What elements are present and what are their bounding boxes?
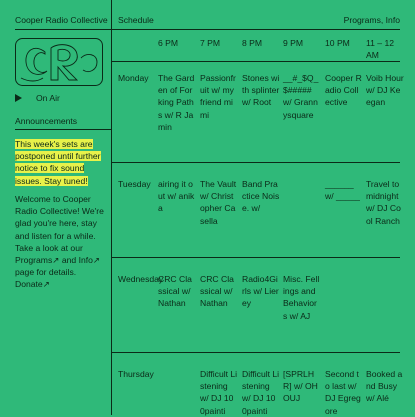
welcome-text	[15, 193, 111, 278]
site-title[interactable]: Cooper Radio Collective	[15, 15, 108, 25]
show-cell[interactable]: Radio4Girls w/ Lierey	[242, 274, 279, 309]
programs-link[interactable]: Programs↗	[15, 255, 60, 266]
row-divider	[111, 162, 400, 163]
show-cell[interactable]: The Vault w/ Christopher Casella	[200, 179, 237, 226]
show-cell[interactable]: CRC Classical w/ Nathan	[200, 274, 234, 309]
show-cell[interactable]: Band Practice Noise. w/	[242, 179, 280, 214]
show-cell[interactable]: Misc. Fellings and Behaviors w/ AJ	[283, 274, 320, 321]
show-cell[interactable]: __#_$Q_$##### w/ Grannysquare	[283, 73, 319, 120]
on-air-button[interactable]	[15, 92, 60, 104]
hour-label: 10 PM	[325, 38, 350, 48]
on-air-label: On Air	[36, 93, 60, 103]
hour-label: 11 – 12 AM	[366, 38, 395, 61]
welcome-and: and	[61, 255, 77, 266]
show-cell[interactable]: Cooper Radio Collective	[325, 73, 362, 108]
day-label: Wednesday	[118, 274, 164, 284]
show-cell[interactable]: Second to last w/ DJ Egregore	[325, 369, 361, 416]
announcement-text: This week's sets are postponed until further notice to fix sound issues. Stay tuned!	[15, 139, 101, 186]
info-link[interactable]: Info↗	[78, 255, 101, 266]
show-cell[interactable]: Difficult Listening w/ DJ 100painti	[200, 369, 238, 416]
play-icon[interactable]	[15, 94, 22, 102]
show-cell[interactable]: The Garden of Forking Paths w/ R Jamin	[158, 73, 195, 132]
show-cell[interactable]: [SPRLHR] w/ OHOUJ	[283, 369, 318, 404]
hour-label: 6 PM	[158, 38, 179, 48]
show-cell[interactable]: Travel to midnight w/ DJ Cool Ranch	[366, 179, 401, 226]
day-label: Thursday	[118, 369, 154, 379]
show-cell[interactable]: Stones with splinter w/ Root	[242, 73, 280, 108]
announcement-notice	[15, 138, 111, 187]
show-cell[interactable]: ______ w/ _____	[325, 179, 360, 202]
sidebar-divider	[15, 29, 111, 30]
hour-label: 8 PM	[242, 38, 263, 48]
hour-label: 7 PM	[200, 38, 221, 48]
schedule-title: Schedule	[118, 15, 154, 25]
welcome-intro: Welcome to Cooper Radio Collective! We're glad you're here, stay and listen for a while. Take a look at our	[15, 194, 104, 253]
hours-divider	[111, 61, 400, 62]
day-label: Monday	[118, 73, 149, 83]
show-cell[interactable]: Booked and Busy w/ Alé	[366, 369, 403, 404]
collective-logo[interactable]	[15, 38, 103, 86]
row-divider	[111, 257, 400, 258]
show-cell[interactable]: Difficult Listening w/ DJ 100painti	[242, 369, 280, 416]
show-cell[interactable]: Passionfruit w/ my friend mimi	[200, 73, 236, 120]
header-divider	[111, 29, 400, 30]
donate-link[interactable]: Donate↗	[15, 279, 50, 289]
show-cell[interactable]: CRC Classical w/ Nathan	[158, 274, 192, 309]
row-divider	[111, 352, 400, 353]
welcome-outro: page for details.	[15, 267, 77, 278]
day-label: Tuesday	[118, 179, 151, 189]
show-cell[interactable]: airing it out w/ anika	[158, 179, 195, 214]
show-cell[interactable]: Voib Hour w/ DJ Keegan	[366, 73, 404, 108]
announcements-title: Announcements	[15, 116, 78, 126]
hour-label: 9 PM	[283, 38, 304, 48]
nav-links[interactable]: Programs, Info	[343, 15, 400, 25]
announcements-divider	[15, 129, 111, 130]
